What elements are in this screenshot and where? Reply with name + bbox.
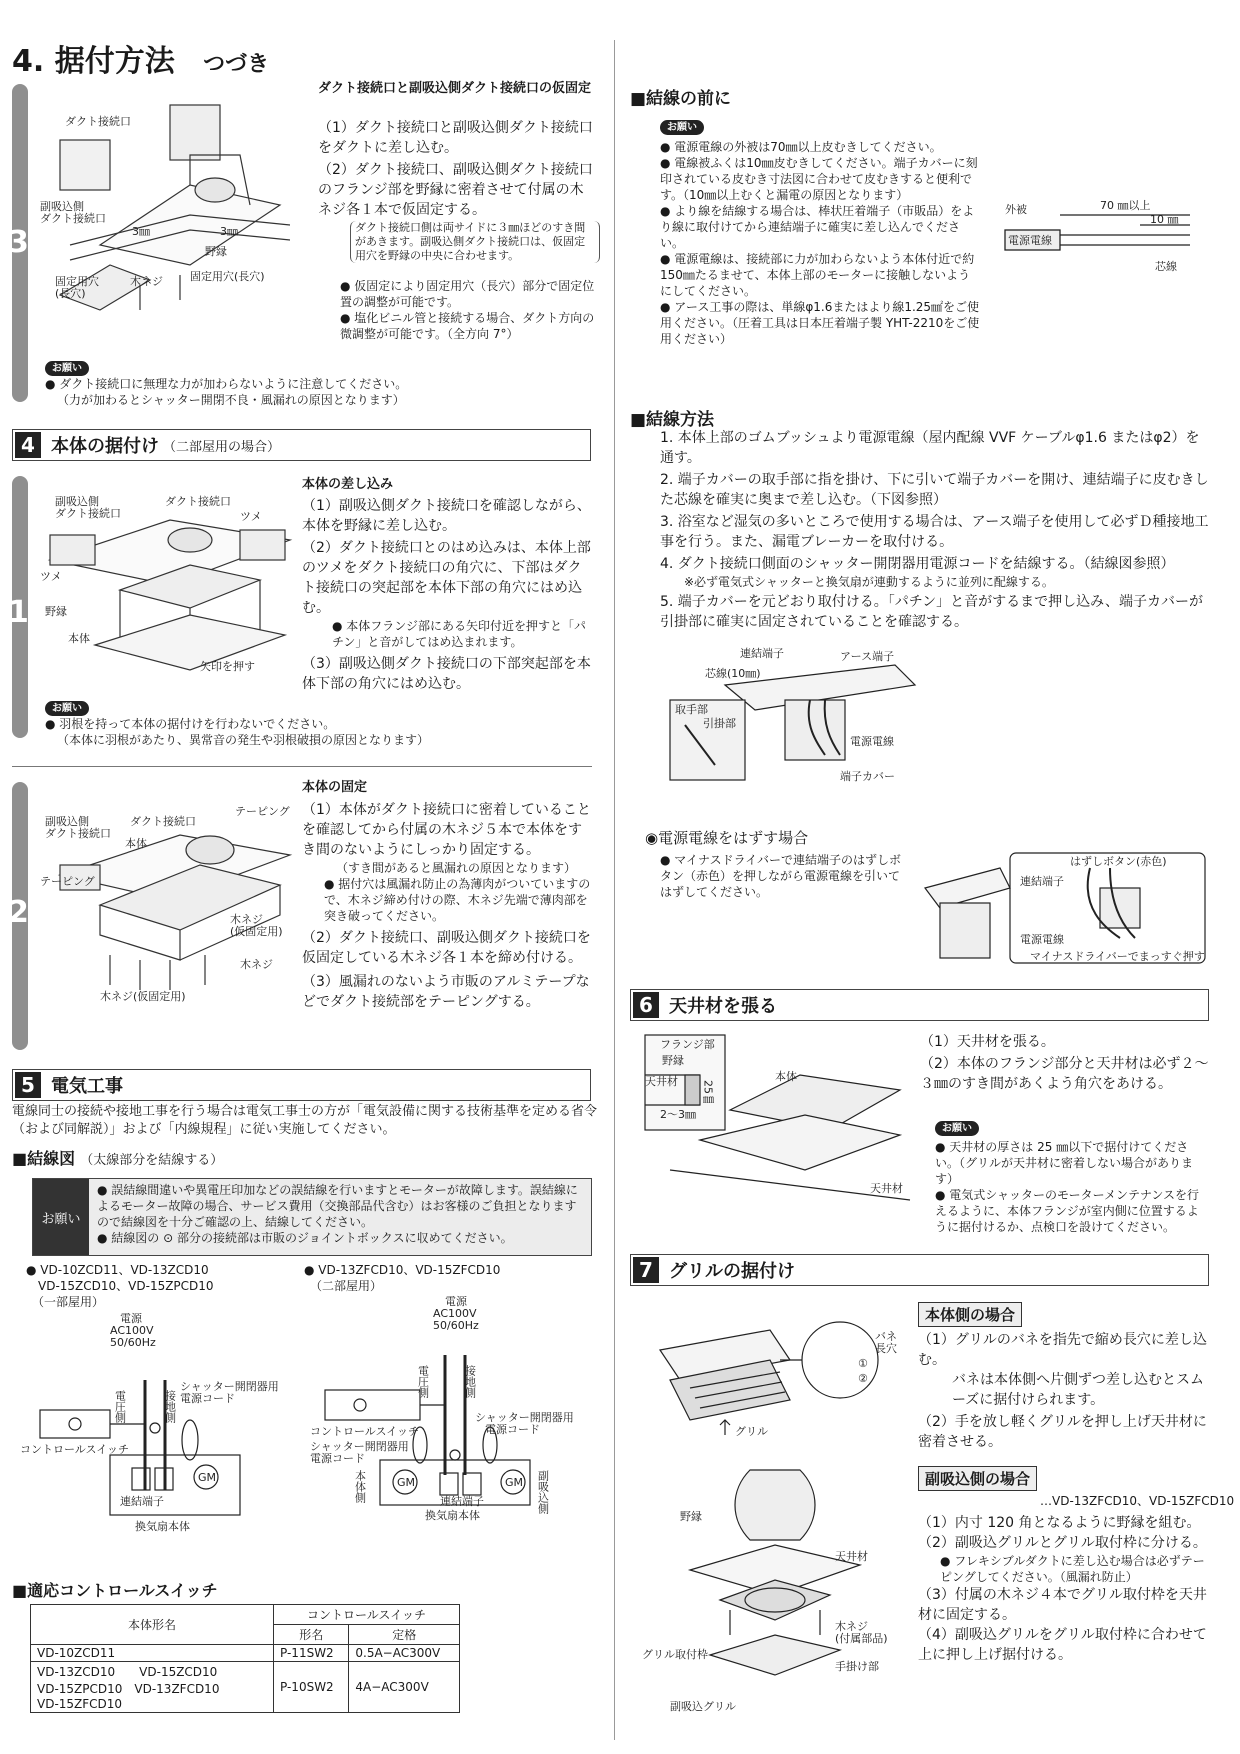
- switch-table-title: ■適応コントロールスイッチ: [12, 1581, 218, 1600]
- body-side-items: [918, 1330, 1210, 1452]
- fix-bullet-text: 据付穴は風漏れ防止の為薄肉がついていますので、木ネジ締め付けの際、木ネジ先端で薄肉部を突き破ってください。: [324, 877, 591, 923]
- insert-item-2: （2）ダクト接続口とのはめ込みは、本体上部のツメをダクト接続口の角穴に、下部はダクト接続口の突起部を本体下部の角穴にはめ込む。: [302, 540, 591, 616]
- table-row: [31, 1662, 460, 1713]
- section-6-number: 6: [633, 992, 659, 1018]
- c-noen: 野縁: [662, 1054, 684, 1067]
- d2-ground: 接地側: [463, 1365, 477, 1398]
- duct-temp-notice-1-text: ダクト接続口に無理な力が加わらないように注意してください。: [59, 377, 408, 391]
- insert-item-3: （3）副吸込側ダクト接続口の下部突起部を本体下部の角穴にはめ込む。: [302, 656, 591, 692]
- label-arrow: 矢印を押す: [200, 660, 255, 673]
- d1-ground: 接地側: [163, 1390, 177, 1423]
- notice-badge: お願い: [660, 120, 704, 135]
- t-wire: 電源電線: [850, 735, 894, 748]
- before-bullet-2-text: 電線被ふくは10㎜皮むきしてください。端子カバーに刻印されている皮むき寸法図に合わせて皮むきすると便利です。（10㎜以上むくと漏電の原因となります）: [660, 156, 978, 202]
- c-gap: 2～3㎜: [660, 1108, 696, 1121]
- page-title-suffix: つづき: [203, 52, 270, 77]
- label-sub-duct: 副吸込側ダクト接続口: [40, 200, 106, 225]
- d2-shutter-l: シャッター開閉器用電源コード: [310, 1440, 409, 1465]
- wiring-title-text: ■結線図: [12, 1149, 76, 1168]
- section-7-title: グリルの据付け: [669, 1261, 795, 1282]
- section-4-title: 本体の据付け: [51, 436, 159, 457]
- g-c2: ②: [858, 1372, 868, 1385]
- method-list: [660, 428, 1210, 632]
- c-t25: 25㎜: [701, 1080, 715, 1105]
- column-divider: [614, 40, 615, 1740]
- cell-rating: 0.5A−AC300V: [349, 1645, 460, 1662]
- terminal-diagram: [665, 645, 925, 790]
- d2-body: 換気扇本体: [425, 1509, 480, 1522]
- d2-sub-side: 副吸込側: [536, 1470, 550, 1514]
- table-header-row: [31, 1605, 460, 1625]
- label-3mm-b: 3㎜: [220, 225, 238, 238]
- section-7-number: 7: [633, 1257, 659, 1283]
- duct-temp-notice-2: （力が加わるとシャッター開閉不良・風漏れの原因となります）: [57, 393, 405, 407]
- side-number-1: 3: [8, 225, 29, 260]
- s-ceiling: 天井材: [835, 1550, 868, 1563]
- method-item-1: 1. 本体上部のゴムブッシュより電源電線（屋内配線 VVF ケーブルφ1.6 またはφ2）を通す。: [660, 430, 1200, 466]
- before-bullet-1: ● 電源電線の外被は70㎜以上皮むきしてください。: [660, 140, 942, 154]
- sec5-intro: 電線同士の接続や接地工事を行う場合は電気工事士の方が「電気設備に関する技術基準を定める省令（および同解説）」および「内線規程」に従い実施してください。: [12, 1104, 598, 1137]
- remove-text-body: マイナスドライバーで連結端子のはずしボタン（赤色）を押しながら電源電線を引いてはずしてください。: [660, 853, 901, 899]
- label-taping: テーピング: [235, 805, 290, 818]
- notice-badge: お願い: [45, 361, 89, 376]
- before-bullet-3: ● より線を結線する場合は、棒状圧着端子（市販品）をより線に取付けてから連結端子に確実に差し込んでください。: [660, 204, 975, 250]
- insert-item-1: （1）副吸込側ダクト接続口を確認しながら、本体を野縁に差し込む。: [302, 498, 591, 534]
- section-5-title: 電気工事: [51, 1076, 123, 1097]
- duct-temp-items: [318, 118, 596, 220]
- t-cover: 端子カバー: [840, 770, 895, 783]
- section-4-header: [12, 429, 591, 461]
- r-wire: 電源電線: [1020, 933, 1064, 946]
- notice-badge: お願い: [935, 1121, 979, 1136]
- insert-bullet-text: 本体フランジ部にある矢印付近を押すと「パチン」と音がしてはめ込まれます。: [332, 619, 586, 649]
- method-item-3: 3. 浴室など湿気の多いところで使用する場合は、アース端子を使用して必ずＤ種接地工事を行う。また、漏電ブレーカーを取付ける。: [660, 514, 1209, 550]
- d2-gm-2: GM: [505, 1476, 524, 1489]
- section-7-header: [630, 1254, 1209, 1286]
- caution-1-text: 誤結線間違いや異電圧印加などの誤結線を行いますとモーターが故障します。誤結線によるモーター故障の場合、サービス費用（交換部品代含む）はお客様のご負担となりますので結線図を十分ご確認の上、結線してください。: [97, 1183, 578, 1229]
- duct-temp-bullet-1-text: 仮固定により固定用穴（長穴）部分で固定位置の調整が可能です。: [340, 279, 595, 309]
- d2-body-side: 本体側: [353, 1470, 367, 1503]
- caution-list: [89, 1179, 591, 1255]
- sec6-item-1: （1）天井材を張る。: [920, 1034, 1055, 1050]
- th-type: 形名: [274, 1625, 349, 1645]
- ceiling-diagram: [640, 1030, 910, 1205]
- label-tsume: ツメ: [240, 510, 262, 523]
- body-side-item-1: （1）グリルのバネを指先で縮め長穴に差し込む。: [918, 1332, 1207, 1368]
- insert-heading: 本体の差し込み: [302, 477, 394, 492]
- duct-temp-item-1: （1）ダクト接続口と副吸込側ダクト接続口をダクトに差し込む。: [318, 120, 593, 156]
- method-item-2: 2. 端子カバーの取手部に指を掛け、下に引いて端子カバーを開け、連結端子に皮むきした芯線を確実に奥まで差し込む。（下図参照）: [660, 472, 1209, 508]
- d1-vside: 電圧側: [113, 1390, 127, 1423]
- d1-shutter: シャッター開閉器用電源コード: [180, 1380, 279, 1405]
- insert-notice-2: （本体に羽根があたり、異常音の発生や羽根破損の原因となります）: [57, 733, 430, 747]
- before-bullet-5-text: アース工事の際は、単線φ1.6またはより線1.25㎟をご使用ください。（圧着工具は日本圧着端子製 YHT-2210をご使用ください）: [660, 300, 980, 346]
- cell-rating: 4A−AC300V: [349, 1662, 460, 1713]
- sec6-item-2: （2）本体のフランジ部分と天井材は必ず２～３㎜のすき間があくよう角穴をあける。: [920, 1056, 1209, 1092]
- method-item-5: 5. 端子カバーを元どおり取付ける。「パチン」と音がするまで押し込み、端子カバーが引掛部に確実に固定されていることを確認する。: [660, 594, 1203, 630]
- sub-side-item-2: （2）副吸込グリルとグリル取付枠に分ける。: [918, 1535, 1207, 1551]
- remove-diagram: [920, 848, 1210, 968]
- d2-switch: コントロールスイッチ: [310, 1425, 420, 1438]
- d2-vside: 電圧側: [416, 1365, 430, 1398]
- method-item-4: 4. ダクト接続口側面のシャッター開閉器用電源コードを結線する。（結線図参照）: [660, 556, 1175, 572]
- side-number-3: 2: [8, 895, 29, 930]
- before-title: ■結線の前に: [630, 89, 732, 109]
- d2-shutter-r: シャッター開閉器用電源コード: [475, 1411, 574, 1436]
- cell-models: VD-13ZCD10 VD-15ZCD10 VD-15ZPCD10 VD-13ZFCD10 VD-15ZFCD10: [31, 1662, 274, 1713]
- method-title: ■結線方法: [630, 410, 715, 430]
- fix-item-1: （1）本体がダクト接続口に密着していることを確認してから付属の木ネジ５本で本体をすき間のないようにしっかり固定する。: [302, 802, 591, 858]
- before-bullet-2: ● 電線被ふくは10㎜皮むきしてください。端子カバーに刻印されている皮むき寸法図に合わせて皮むきすると便利です。（10㎜以上むくと漏電の原因となります）: [660, 156, 978, 202]
- d2-gm-1: GM: [397, 1476, 416, 1489]
- section-6-title: 天井材を張る: [669, 996, 777, 1017]
- page-title: [12, 36, 269, 80]
- label-noen: 野縁: [45, 605, 67, 618]
- th-rating: 定格: [349, 1625, 460, 1645]
- sub-side-bullet-text: フレキシブルダクトに差し込む場合は必ずテーピングしてください。（風漏れ防止）: [940, 1554, 1205, 1584]
- label-kineji: 木ネジ: [130, 275, 163, 288]
- c-body: 本体: [775, 1070, 797, 1083]
- s-noen: 野縁: [680, 1510, 702, 1523]
- wiring-diagram-2: [305, 1295, 590, 1520]
- sub-side-tag: 副吸込側の場合: [918, 1466, 1037, 1491]
- label-kineji-temp2: 木ネジ(仮固定用): [100, 990, 186, 1003]
- body-fix-diagram: [40, 795, 305, 1005]
- caution-2: ● 結線図の ⊙ 部分の接続部は市販のジョイントボックスに収めてください。: [97, 1231, 513, 1245]
- sec6-bullet-2: ● 電気式シャッターのモーターメンテナンスを行えるように、本体フランジが室内側に位置するように据付けるか、点検口を設けてください。: [935, 1188, 1200, 1234]
- duct-temp-heading: ダクト接続口と副吸込側ダクト接続口の仮固定: [318, 81, 592, 96]
- label-body: 本体: [68, 632, 90, 645]
- section-4-subtitle: （二部屋用の場合）: [163, 439, 281, 455]
- sec6-bullet-1: ● 天井材の厚さは 25 ㎜以下で据付けてください。（グリルが天井材に密着しない場合があります）: [935, 1140, 1194, 1186]
- strip-len10: 10 ㎜: [1150, 213, 1179, 226]
- label-duct: ダクト接続口: [130, 815, 196, 828]
- duct-temp-item-2: （2）ダクト接続口、副吸込側ダクト接続口のフランジ部を野縁に密着させて付属の木ネジ各１本で仮固定する。: [318, 162, 593, 218]
- sub-side-item-4: （4）副吸込グリルをグリル取付枠に合わせて上に押し上げ据付ける。: [918, 1627, 1207, 1663]
- sub-side-label: [918, 1466, 1037, 1491]
- d2-terminal: 連結端子: [440, 1495, 484, 1508]
- insert-bullet: ● 本体フランジ部にある矢印付近を押すと「パチン」と音がしてはめ込まれます。: [332, 619, 586, 649]
- duct-temp-bullet-1: ● 仮固定により固定用穴（長穴）部分で固定位置の調整が可能です。: [340, 279, 595, 309]
- insert-notice-1: ● 羽根を持って本体の据付けを行わないでください。: [45, 717, 336, 731]
- insert-notice-1-text: 羽根を持って本体の据付けを行わないでください。: [59, 717, 336, 731]
- label-3mm-a: 3㎜: [132, 225, 150, 238]
- diagram2-models: ● VD-13ZFCD10、VD-15ZFCD10 （二部屋用）: [304, 1263, 501, 1293]
- r-button: はずしボタン(赤色): [1070, 855, 1167, 868]
- duct-temp-notice: [45, 356, 605, 408]
- diagram1-models: ● VD-10ZCD11、VD-13ZCD10 VD-15ZCD10、VD-15ZPCD10 （一部屋用）: [26, 1263, 214, 1309]
- label-body: 本体: [125, 837, 147, 850]
- th-switch: コントロールスイッチ: [274, 1605, 460, 1625]
- body-side-item-2: （2）手を放し軽くグリルを押し上げ天井材に密着させる。: [918, 1414, 1207, 1450]
- section-4-number: 4: [15, 432, 41, 458]
- s-frame: グリル取付枠: [642, 1648, 708, 1661]
- fix-heading: 本体の固定: [302, 780, 368, 795]
- insert-items: [302, 496, 594, 694]
- d1-power: 電源 AC100V 50/60Hz: [110, 1312, 156, 1349]
- t-earth: アース端子: [840, 650, 895, 663]
- s-grill: 副吸込グリル: [670, 1700, 736, 1713]
- before-bullet-1-text: 電源電線の外被は70㎜以上皮むきしてください。: [674, 140, 942, 154]
- remove-text: ● マイナスドライバーで連結端子のはずしボタン（赤色）を押しながら電源電線を引いてはずしてください。: [660, 853, 901, 899]
- th-model: 本体形名: [31, 1605, 274, 1645]
- label-tsume2: ツメ: [40, 570, 62, 583]
- before-bullet-5: ● アース工事の際は、単線φ1.6またはより線1.25㎟をご使用ください。（圧着工具は日本圧着端子製 YHT-2210をご使用ください）: [660, 300, 980, 346]
- g-c1: ①: [858, 1357, 868, 1370]
- before-list: [660, 115, 980, 347]
- before-bullet-3-text: より線を結線する場合は、棒状圧着端子（市販品）をより線に取付けてから連結端子に確実に差し込んでください。: [660, 204, 975, 250]
- method-item-4-note: ※必ず電気式シャッターと換気扇が連動するように並列に配線する。: [684, 575, 1054, 589]
- cell-type: P-10SW2: [274, 1662, 349, 1713]
- label-taping2: テーピング: [40, 875, 95, 888]
- sub-side-models: …VD-13ZFCD10、VD-15ZFCD10: [1040, 1494, 1235, 1508]
- sub-side-items: [918, 1513, 1210, 1665]
- strip-diagram: [1000, 195, 1200, 280]
- strip-core: 芯線: [1155, 260, 1177, 273]
- fix-items: [302, 800, 594, 1012]
- d1-body: 換気扇本体: [135, 1520, 190, 1533]
- strip-len70: 70 ㎜以上: [1100, 199, 1151, 212]
- fix-item-2: （2）ダクト接続口、副吸込側ダクト接続口を仮固定している木ネジ各１本を締め付ける。: [302, 930, 591, 966]
- label-hole2: 固定用穴(長穴): [55, 275, 99, 300]
- sec6-bullet-2-text: 電気式シャッターのモーターメンテナンスを行えるように、本体フランジが室内側に位置するように据付けるか、点検口を設けてください。: [935, 1188, 1200, 1234]
- sec6-notice: [935, 1116, 1210, 1235]
- label-duct: ダクト接続口: [65, 115, 131, 128]
- wiring-title: [12, 1146, 223, 1170]
- body-side-label: [918, 1302, 1022, 1327]
- section-5-number: 5: [15, 1072, 41, 1098]
- caution-2-text: 結線図の ⊙ 部分の接続部は市販のジョイントボックスに収めてください。: [111, 1231, 513, 1245]
- d1-switch: コントロールスイッチ: [20, 1443, 130, 1456]
- s-kineji: 木ネジ(付属部品): [835, 1620, 888, 1645]
- body-side-tag: 本体側の場合: [918, 1302, 1022, 1327]
- t-core: 芯線(10㎜): [705, 667, 761, 680]
- label-sub-duct: 副吸込側ダクト接続口: [45, 815, 111, 840]
- before-bullet-4: ● 電源電線は、接続部に力が加わらないよう本体付近で約150㎜たるませて、本体上部のモーターに接触しないようにしてください。: [660, 252, 975, 298]
- grill-body-diagram: [650, 1320, 910, 1440]
- t-terminal: 連結端子: [740, 647, 784, 660]
- duct-temp-bullets: [340, 278, 595, 342]
- section-6-header: [630, 989, 1209, 1021]
- sub-grill-diagram: [640, 1460, 910, 1715]
- fix-item-1-note: （すき間があると風漏れの原因となります）: [336, 861, 577, 875]
- c-ceiling: 天井材: [645, 1075, 678, 1088]
- page-title-main: 4. 据付方法: [12, 44, 175, 79]
- body-insert-diagram: [40, 490, 305, 680]
- table-row: [31, 1645, 460, 1662]
- label-kineji-temp: 木ネジ(仮固定用): [230, 913, 283, 938]
- duct-temp-box-note: ダクト接続口側は両サイドに３㎜ほどのすき間があきます。副吸込側ダクト接続口は、仮固定用穴を野縁の中央に合わせます。: [350, 221, 600, 263]
- r-driver: マイナスドライバーでまっすぐ押す: [1030, 950, 1205, 963]
- duct-temp-notice-1: ● ダクト接続口に無理な力が加わらないように注意してください。: [45, 377, 408, 391]
- label-noen: 野縁: [205, 245, 227, 258]
- c-ceiling2: 天井材: [870, 1182, 903, 1195]
- divider-insert-fix: [12, 766, 592, 767]
- g-spring: バネ長穴: [875, 1330, 897, 1355]
- label-duct: ダクト接続口: [165, 495, 231, 508]
- d1-terminal: 連結端子: [120, 1495, 164, 1508]
- sub-side-item-3: （3）付属の木ネジ４本でグリル取付枠を天井材に固定する。: [918, 1587, 1207, 1623]
- t-handle: 取手部: [675, 703, 708, 716]
- wiring-caution-box: [32, 1178, 592, 1256]
- d2-power: 電源 AC100V 50/60Hz: [433, 1295, 479, 1332]
- duct-temp-fix-diagram: [40, 95, 305, 335]
- fix-item-3: （3）風漏れのないよう市販のアルミテープなどでダクト接続部をテーピングする。: [302, 974, 590, 1010]
- strip-wire: 電源電線: [1008, 234, 1052, 247]
- c-flange: フランジ部: [660, 1038, 715, 1051]
- fix-bullet: ● 据付穴は風漏れ防止の為薄肉がついていますので、木ネジ締め付けの際、木ネジ先端で薄肉部を突き破ってください。: [324, 877, 591, 923]
- cell-type: P-11SW2: [274, 1645, 349, 1662]
- remove-title: ◉電源電線をはずす場合: [645, 829, 809, 847]
- duct-temp-bullet-2-text: 塩化ビニル管と接続する場合、ダクト方向の微調整が可能です。（全方向 7°）: [340, 311, 595, 341]
- side-number-2: 1: [8, 595, 29, 630]
- section-5-header: [12, 1069, 591, 1101]
- wiring-diagram-1: [20, 1310, 279, 1533]
- sub-side-bullet: ● フレキシブルダクトに差し込む場合は必ずテーピングしてください。（風漏れ防止）: [940, 1554, 1205, 1584]
- t-hook: 引掛部: [703, 717, 736, 730]
- cell-models: VD-10ZCD11: [31, 1645, 274, 1662]
- caution-badge: お願い: [33, 1179, 89, 1255]
- label-hole: 固定用穴(長穴): [190, 270, 265, 283]
- s-handle: 手掛け部: [835, 1660, 879, 1673]
- strip-outer: 外被: [1005, 203, 1027, 216]
- label-sub-duct: 副吸込側ダクト接続口: [55, 495, 121, 520]
- label-kineji: 木ネジ: [240, 958, 273, 971]
- body-side-item-1b: バネは本体側へ片側ずつ差し込むとスムーズに据付けられます。: [952, 1372, 1204, 1408]
- notice-badge: お願い: [45, 701, 89, 716]
- d1-gm: GM: [198, 1471, 217, 1484]
- r-terminal: 連結端子: [1020, 875, 1064, 888]
- before-bullet-4-text: 電源電線は、接続部に力が加わらないよう本体付近で約150㎜たるませて、本体上部のモーターに接触しないようにしてください。: [660, 252, 975, 298]
- g-grill: グリル: [735, 1425, 768, 1438]
- sec6-items: [920, 1032, 1210, 1094]
- sub-side-item-1: （1）内寸 120 角となるように野縁を組む。: [918, 1515, 1201, 1531]
- sec6-bullet-1-text: 天井材の厚さは 25 ㎜以下で据付けてください。（グリルが天井材に密着しない場合があります）: [935, 1140, 1194, 1186]
- caution-1: ● 誤結線間違いや異電圧印加などの誤結線を行いますとモーターが故障します。誤結線によるモーター故障の場合、サービス費用（交換部品代含む）はお客様のご負担となりますので結線図を十分ご確認の上、結線してください。: [97, 1183, 578, 1229]
- insert-notice: [45, 696, 605, 748]
- duct-temp-bullet-2: ● 塩化ビニル管と接続する場合、ダクト方向の微調整が可能です。（全方向 7°）: [340, 311, 595, 341]
- wiring-subtitle: （太線部分を結線する）: [80, 1153, 224, 1168]
- switch-table: [30, 1604, 460, 1713]
